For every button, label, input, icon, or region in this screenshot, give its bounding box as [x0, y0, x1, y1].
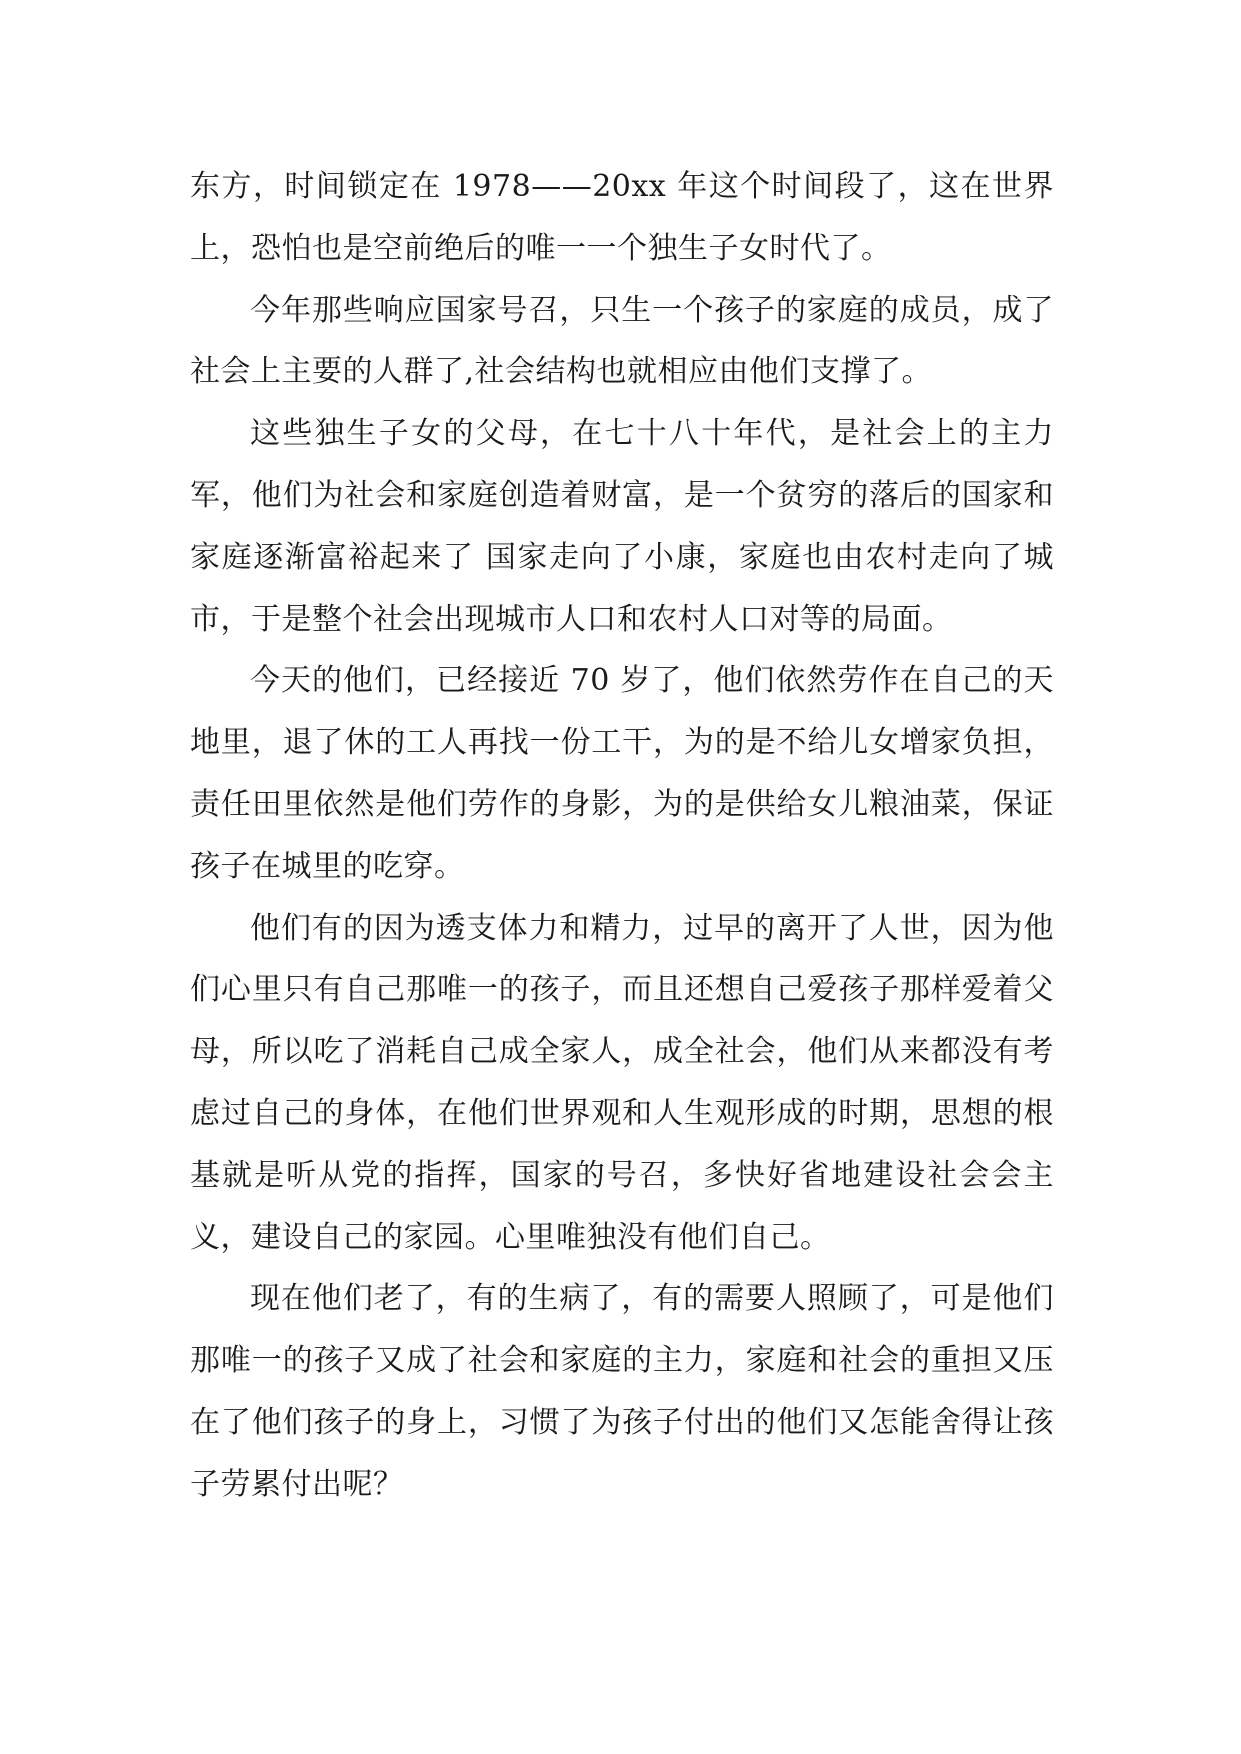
paragraph: 今年那些响应国家号召，只生一个孩子的家庭的成员，成了社会上主要的人群了,社会结构也就相应由他们支撑了。 [190, 292, 1054, 390]
paragraph: 这些独生子女的父母，在七十八十年代，是社会上的主力军，他们为社会和家庭创造着财富，是一个贫穷的落后的国家和家庭逐渐富裕起来了 国家走向了小康，家庭也由农村走向了城市，于是整个社会出现城市人口和农村人口对等的局面。 [190, 416, 1054, 637]
document-body [190, 156, 1054, 1516]
paragraph: 现在他们老了，有的生病了，有的需要人照顾了，可是他们那唯一的孩子又成了社会和家庭的主力，家庭和社会的重担又压在了他们孩子的身上，习惯了为孩子付出的他们又怎能舍得让孩子劳累付出呢？ [190, 1281, 1054, 1502]
paragraph-continued: 东方，时间锁定在 1978——20xx 年这个时间段了，这在世界上，恐怕也是空前绝后的唯一一个独生子女时代了。 [190, 169, 1054, 266]
paragraph: 今天的他们，已经接近 70 岁了，他们依然劳作在自己的天地里，退了休的工人再找一份工干，为的是不给儿女增家负担，责任田里依然是他们劳作的身影，为的是供给女儿粮油菜，保证孩子在城里的吃穿。 [190, 663, 1054, 884]
paragraph: 他们有的因为透支体力和精力，过早的离开了人世，因为他们心里只有自己那唯一的孩子，而且还想自己爱孩子那样爱着父母，所以吃了消耗自己成全家人，成全社会，他们从来都没有考虑过自己的身体，在他们世界观和人生观形成的时期，思想的根基就是听从党的指挥，国家的号召，多快好省地建设社会会主义，建设自己的家园。心里唯独没有他们自己。 [190, 910, 1054, 1255]
